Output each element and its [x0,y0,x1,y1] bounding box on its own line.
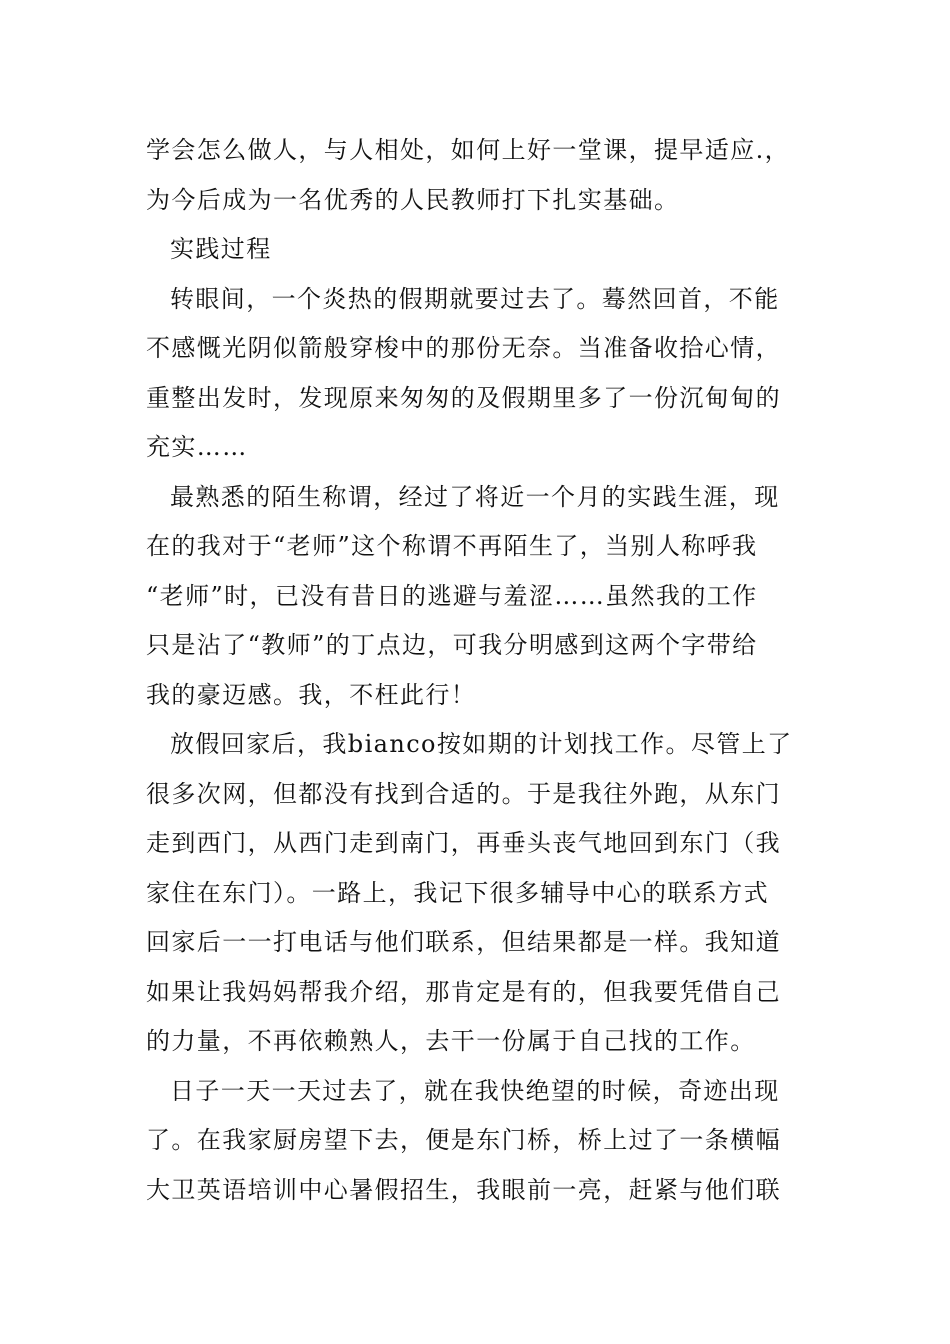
text-line-6: 重整出发时，发现原来匆匆的及假期里多了一份沉甸甸的 [146,383,781,412]
text-line-1: 学会怎么做人，与人相处，如何上好一堂课，提早适应.， [146,136,791,164]
document-page [146,126,810,1215]
text-line-19: 的力量，不再依赖熟人，去干一份属于自己找的工作。 [146,1027,756,1055]
text-line-4: 转眼间，一个炎热的假期就要过去了。蓦然回首，不能 [170,284,780,313]
text-line-14: 很多次网，但都没有找到合适的。于是我往外跑，从东门 [146,779,781,808]
text-line-20: 日子一天一天过去了，就在我快绝望的时候，奇迹出现 [170,1076,780,1105]
section-heading: 实践过程 [170,235,272,263]
text-line-21: 了。在我家厨房望下去，便是东门桥，桥上过了一条横幅 [146,1126,781,1154]
text-line-10: “老师”时，已没有昔日的逃避与羞涩……虽然我的工作 [146,581,758,610]
text-line-15: 走到西门，从西门走到南门，再垂头丧气地回到东门（我 [146,829,781,857]
text-line-13: 放假回家后，我bianco按如期的计划找工作。尽管上了 [170,730,793,758]
text-line-18: 如果让我妈妈帮我介绍，那肯定是有的，但我要凭借自己 [146,977,781,1006]
text-line-17: 回家后一一打电话与他们联系，但结果都是一样。我知道 [146,928,781,956]
text-line-11: 只是沾了“教师”的丁点边，可我分明感到这两个字带给 [146,631,758,659]
text-line-22: 大卫英语培训中心暑假招生，我眼前一亮，赶紧与他们联 [146,1175,781,1204]
text-line-12: 我的豪迈感。我，不枉此行！ [146,680,477,709]
text-line-9: 在的我对于“老师”这个称谓不再陌生了，当别人称呼我 [146,532,758,560]
text-line-2: 为今后成为一名优秀的人民教师打下扎实基础。 [146,185,680,214]
text-line-7: 充实…… [146,433,248,461]
text-line-5: 不感慨光阴似箭般穿梭中的那份无奈。当准备收拾心情， [146,334,781,362]
text-line-8: 最熟悉的陌生称谓，经过了将近一个月的实践生涯，现 [170,482,780,511]
text-line-16: 家住在东门）。一路上，我记下很多辅导中心的联系方式 [146,878,769,907]
